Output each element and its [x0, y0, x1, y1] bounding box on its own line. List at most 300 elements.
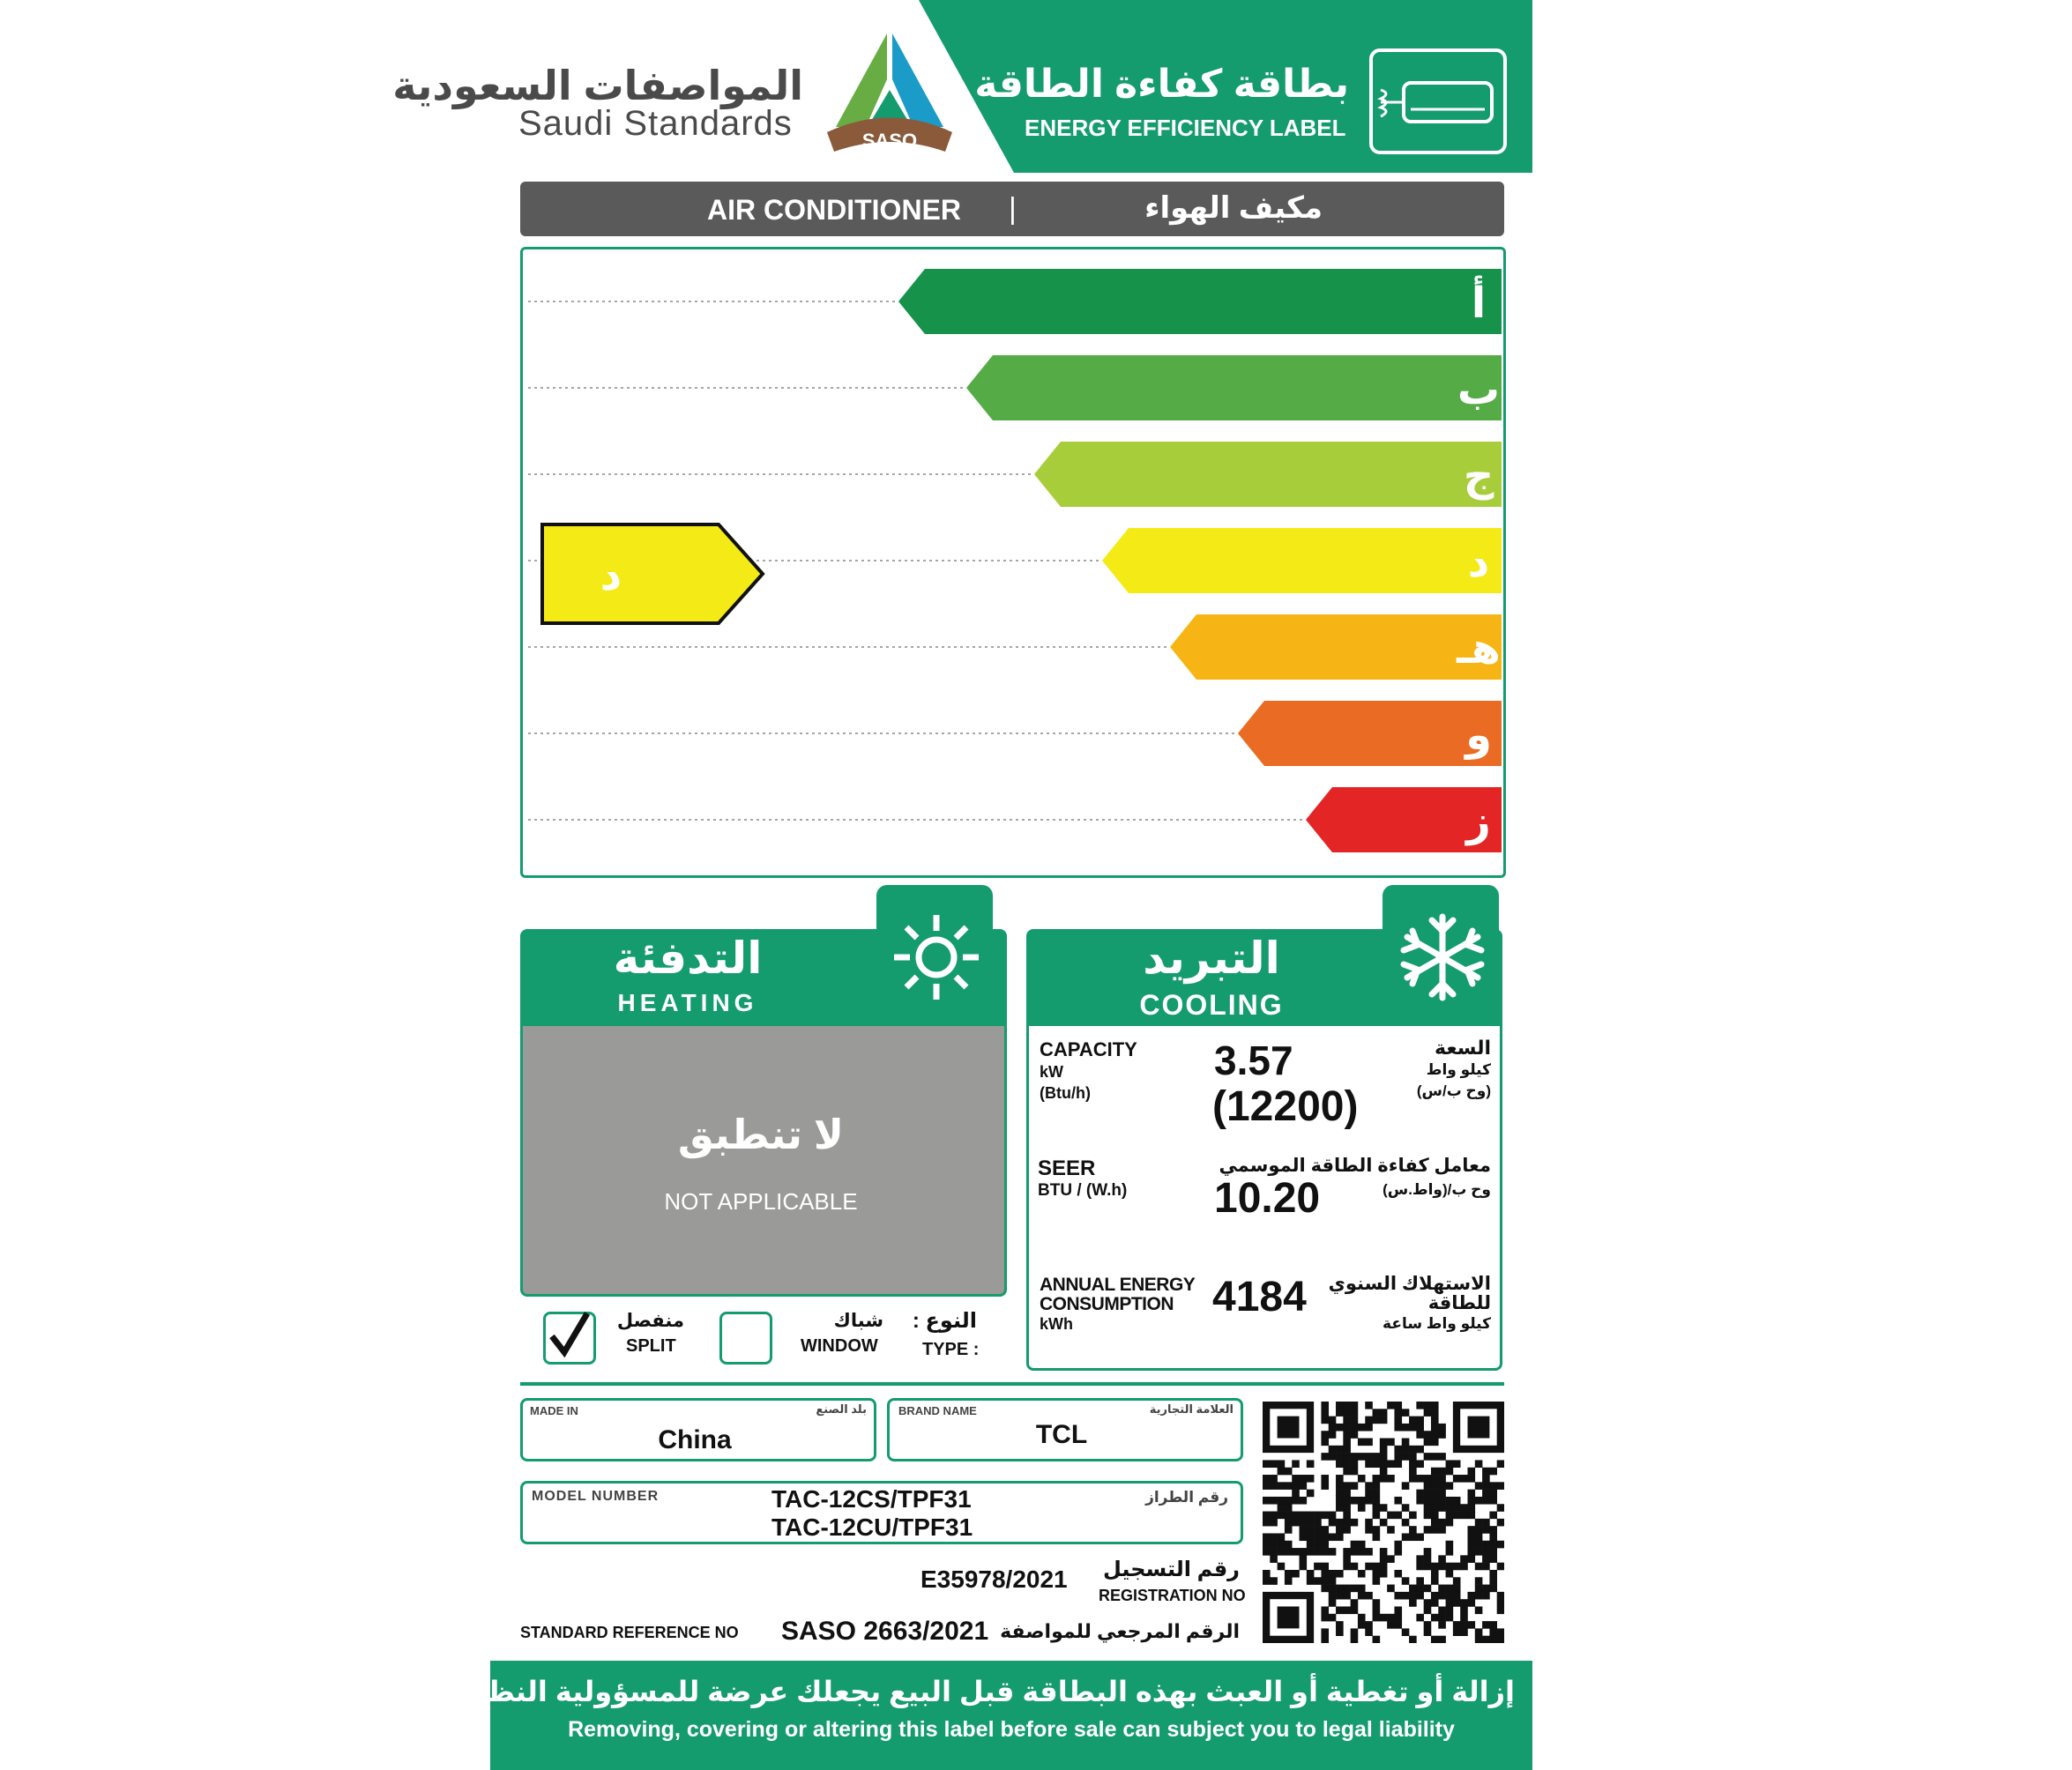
- qr-module: [1482, 1526, 1490, 1534]
- qr-module: [1416, 1424, 1424, 1432]
- seer-label-arabic: معامل كفاءة الطاقة الموسمي: [1219, 1156, 1491, 1176]
- qr-module: [1343, 1519, 1351, 1527]
- seer-value: 10.20: [1214, 1175, 1321, 1222]
- qr-module: [1321, 1533, 1329, 1541]
- qr-module: [1292, 1490, 1300, 1498]
- model-number-value-2: TAC-12CU/TPF31: [771, 1513, 973, 1541]
- qr-module: [1431, 1497, 1439, 1505]
- qr-module: [1358, 1548, 1366, 1556]
- qr-module: [1387, 1439, 1395, 1446]
- qr-module: [1416, 1592, 1424, 1600]
- qr-module: [1351, 1453, 1359, 1461]
- qr-module: [1380, 1468, 1388, 1476]
- qr-module: [1358, 1453, 1366, 1461]
- qr-module: [1329, 1614, 1337, 1622]
- qr-module: [1300, 1482, 1308, 1490]
- type-label-arabic: النوع :: [912, 1309, 977, 1333]
- qr-module: [1329, 1570, 1337, 1578]
- qr-module: [1424, 1402, 1432, 1409]
- window-label-arabic: شباك: [833, 1311, 883, 1331]
- qr-module: [1358, 1475, 1366, 1483]
- not-applicable-english: NOT APPLICABLE: [664, 1188, 858, 1215]
- qr-module: [1263, 1482, 1271, 1490]
- qr-module: [1336, 1446, 1344, 1454]
- qr-module: [1292, 1460, 1300, 1468]
- qr-module: [1329, 1446, 1337, 1454]
- qr-module: [1446, 1541, 1454, 1549]
- qr-module: [1329, 1548, 1337, 1556]
- saso-logo: [824, 28, 956, 159]
- saso-logo-text: SASO: [861, 130, 918, 152]
- qr-module: [1278, 1468, 1286, 1476]
- qr-module: [1373, 1606, 1381, 1614]
- qr-module: [1380, 1409, 1388, 1417]
- qr-module: [1431, 1526, 1439, 1534]
- qr-module: [1424, 1482, 1432, 1490]
- qr-module: [1467, 1497, 1475, 1505]
- capacity-unit-kw: kW: [1040, 1063, 1063, 1081]
- qr-module: [1321, 1453, 1329, 1461]
- type-label-english: TYPE :: [922, 1340, 980, 1359]
- made-in-box: [520, 1398, 876, 1461]
- qr-module: [1387, 1460, 1395, 1468]
- qr-module: [1424, 1453, 1432, 1461]
- qr-module: [1409, 1424, 1417, 1432]
- qr-module: [1482, 1482, 1490, 1490]
- qr-module: [1416, 1614, 1424, 1622]
- qr-finder-pattern: [1467, 1417, 1489, 1439]
- qr-module: [1394, 1570, 1402, 1578]
- qr-module: [1438, 1519, 1446, 1527]
- qr-module: [1394, 1541, 1402, 1549]
- qr-module: [1438, 1490, 1446, 1498]
- qr-module: [1424, 1585, 1432, 1593]
- qr-module: [1416, 1417, 1424, 1424]
- qr-module: [1416, 1577, 1424, 1585]
- qr-module: [1467, 1512, 1475, 1520]
- qr-module: [1321, 1541, 1329, 1549]
- qr-module: [1358, 1439, 1366, 1446]
- qr-module: [1394, 1453, 1402, 1461]
- qr-module: [1424, 1555, 1432, 1563]
- qr-module: [1416, 1533, 1424, 1541]
- annual-consumption-unit-english: kWh: [1040, 1315, 1073, 1333]
- qr-module: [1424, 1621, 1432, 1629]
- qr-module: [1307, 1577, 1315, 1585]
- qr-module: [1336, 1606, 1344, 1614]
- qr-module: [1351, 1599, 1359, 1607]
- qr-module: [1343, 1504, 1351, 1512]
- registration-number-value: E35978/2021: [920, 1565, 1068, 1593]
- qr-module: [1475, 1563, 1483, 1571]
- qr-module: [1482, 1636, 1490, 1643]
- qr-module: [1270, 1512, 1278, 1520]
- energy-class-arrow: [1170, 614, 1502, 680]
- energy-class-arrow: [898, 269, 1502, 334]
- capacity-unit-arabic-kw: كيلو واط: [1426, 1061, 1491, 1078]
- qr-module: [1482, 1555, 1490, 1563]
- qr-module: [1431, 1512, 1439, 1520]
- product-bar-separator: |: [1009, 192, 1017, 226]
- qr-module: [1497, 1599, 1504, 1607]
- annual-consumption-label-english-1: ANNUAL ENERGY: [1040, 1275, 1196, 1295]
- qr-module: [1424, 1431, 1432, 1439]
- qr-module: [1387, 1621, 1395, 1629]
- qr-module: [1446, 1482, 1454, 1490]
- qr-module: [1292, 1482, 1300, 1490]
- qr-module: [1402, 1504, 1410, 1512]
- qr-module: [1365, 1460, 1373, 1468]
- brand-name-label-english: BRAND NAME: [898, 1404, 977, 1417]
- registration-label-arabic: رقم التسجيل: [1103, 1558, 1240, 1581]
- qr-module: [1321, 1431, 1329, 1439]
- qr-module: [1438, 1424, 1446, 1432]
- qr-module: [1409, 1453, 1417, 1461]
- qr-module: [1358, 1614, 1366, 1622]
- qr-module: [1460, 1555, 1468, 1563]
- qr-module: [1431, 1409, 1439, 1417]
- qr-module: [1489, 1585, 1497, 1593]
- qr-module: [1438, 1482, 1446, 1490]
- qr-module: [1387, 1555, 1395, 1563]
- heating-title-english: HEATING: [617, 989, 758, 1016]
- qr-module: [1351, 1497, 1359, 1505]
- qr-module: [1453, 1577, 1461, 1585]
- qr-module: [1358, 1497, 1366, 1505]
- qr-module: [1307, 1460, 1315, 1468]
- qr-module: [1394, 1402, 1402, 1409]
- qr-module: [1489, 1636, 1497, 1643]
- qr-module: [1446, 1599, 1454, 1607]
- model-number-box: [520, 1481, 1243, 1544]
- qr-module: [1424, 1512, 1432, 1520]
- qr-module: [1351, 1468, 1359, 1476]
- qr-module: [1365, 1563, 1373, 1571]
- label-title-arabic: بطاقة كفاءة الطاقة: [974, 63, 1349, 106]
- qr-module: [1343, 1555, 1351, 1563]
- qr-module: [1365, 1497, 1373, 1505]
- qr-module: [1358, 1424, 1366, 1432]
- qr-module: [1285, 1526, 1293, 1534]
- cooling-panel: [1026, 885, 1506, 1375]
- qr-module: [1329, 1512, 1337, 1520]
- qr-module: [1365, 1621, 1373, 1629]
- qr-module: [1285, 1482, 1293, 1490]
- qr-module: [1365, 1592, 1373, 1600]
- qr-module: [1453, 1592, 1461, 1600]
- seer-unit-english: BTU / (W.h): [1038, 1181, 1128, 1200]
- energy-class-letter: و: [1465, 710, 1492, 760]
- qr-module: [1380, 1460, 1388, 1468]
- model-number-label-english: MODEL NUMBER: [532, 1489, 660, 1504]
- qr-module: [1329, 1585, 1337, 1593]
- qr-module: [1497, 1606, 1504, 1614]
- qr-module: [1365, 1424, 1373, 1432]
- qr-module: [1409, 1468, 1417, 1476]
- qr-module: [1467, 1468, 1475, 1476]
- qr-module: [1292, 1570, 1300, 1578]
- qr-module: [1431, 1570, 1439, 1578]
- qr-module: [1263, 1460, 1271, 1468]
- qr-module: [1321, 1548, 1329, 1556]
- qr-module: [1380, 1555, 1388, 1563]
- qr-module: [1446, 1497, 1454, 1505]
- qr-module: [1373, 1482, 1381, 1490]
- qr-module: [1300, 1533, 1308, 1541]
- qr-module: [1475, 1606, 1483, 1614]
- qr-module: [1321, 1526, 1329, 1534]
- qr-module: [1489, 1570, 1497, 1578]
- qr-module: [1467, 1504, 1475, 1512]
- qr-module: [1358, 1504, 1366, 1512]
- qr-module: [1292, 1548, 1300, 1556]
- qr-module: [1314, 1533, 1322, 1541]
- rating-indicator-arrow: [542, 524, 763, 623]
- qr-module: [1321, 1402, 1329, 1409]
- qr-module: [1373, 1636, 1381, 1643]
- qr-module: [1278, 1512, 1286, 1520]
- qr-module: [1460, 1563, 1468, 1571]
- cooling-values-panel: [1026, 1026, 1502, 1371]
- qr-module: [1336, 1504, 1344, 1512]
- qr-module: [1467, 1526, 1475, 1534]
- qr-module: [1424, 1526, 1432, 1534]
- qr-module: [1460, 1606, 1468, 1614]
- qr-module: [1482, 1497, 1490, 1505]
- qr-module: [1489, 1548, 1497, 1556]
- energy-class-letter: هـ: [1457, 624, 1501, 673]
- qr-module: [1278, 1563, 1286, 1571]
- qr-module: [1482, 1592, 1490, 1600]
- qr-module: [1343, 1606, 1351, 1614]
- qr-module: [1416, 1555, 1424, 1563]
- qr-module: [1467, 1621, 1475, 1629]
- qr-module: [1416, 1475, 1424, 1483]
- qr-module: [1475, 1460, 1483, 1468]
- qr-module: [1453, 1512, 1461, 1520]
- qr-module: [1351, 1585, 1359, 1593]
- snowflake-icon: [1397, 911, 1488, 1003]
- qr-module: [1424, 1599, 1432, 1607]
- qr-module: [1475, 1628, 1483, 1636]
- qr-module: [1446, 1468, 1454, 1476]
- qr-module: [1380, 1504, 1388, 1512]
- qr-module: [1475, 1585, 1483, 1593]
- qr-module: [1329, 1417, 1337, 1424]
- qr-module: [1460, 1599, 1468, 1607]
- qr-module: [1394, 1446, 1402, 1454]
- qr-module: [1329, 1424, 1337, 1432]
- qr-module: [1438, 1475, 1446, 1483]
- qr-module: [1467, 1555, 1475, 1563]
- qr-module: [1424, 1439, 1432, 1446]
- qr-module: [1365, 1490, 1373, 1498]
- energy-class-letter: د: [1467, 538, 1490, 587]
- qr-module: [1321, 1475, 1329, 1483]
- qr-module: [1373, 1460, 1381, 1468]
- qr-module: [1343, 1402, 1351, 1409]
- qr-module: [1365, 1417, 1373, 1424]
- qr-module: [1314, 1563, 1322, 1571]
- qr-module: [1497, 1592, 1504, 1600]
- qr-module: [1314, 1548, 1322, 1556]
- qr-module: [1409, 1417, 1417, 1424]
- qr-module: [1373, 1577, 1381, 1585]
- qr-module: [1431, 1482, 1439, 1490]
- qr-module: [1438, 1453, 1446, 1461]
- qr-module: [1489, 1621, 1497, 1629]
- qr-module: [1409, 1599, 1417, 1607]
- qr-module: [1453, 1628, 1461, 1636]
- qr-module: [1343, 1417, 1351, 1424]
- capacity-unit-arabic-btu: (وح ب/س): [1416, 1082, 1491, 1099]
- made-in-value: China: [658, 1425, 732, 1454]
- energy-class-arrow: [1102, 528, 1502, 593]
- qr-module: [1438, 1621, 1446, 1629]
- capacity-label-english: CAPACITY: [1040, 1038, 1137, 1060]
- qr-module: [1351, 1563, 1359, 1571]
- qr-module: [1497, 1563, 1504, 1571]
- details-separator: [520, 1382, 1504, 1386]
- qr-module: [1424, 1606, 1432, 1614]
- qr-module: [1431, 1475, 1439, 1483]
- qr-module: [1409, 1526, 1417, 1534]
- qr-module: [1321, 1577, 1329, 1585]
- qr-module: [1365, 1628, 1373, 1636]
- qr-module: [1343, 1460, 1351, 1468]
- qr-module: [1467, 1475, 1475, 1483]
- qr-module: [1321, 1482, 1329, 1490]
- qr-module: [1373, 1409, 1381, 1417]
- qr-module: [1358, 1570, 1366, 1578]
- header: [392, 0, 1532, 173]
- qr-module: [1321, 1439, 1329, 1446]
- qr-module: [1278, 1482, 1286, 1490]
- qr-module: [1329, 1453, 1337, 1461]
- qr-module: [1343, 1468, 1351, 1476]
- qr-module: [1497, 1541, 1504, 1549]
- qr-module: [1336, 1519, 1344, 1527]
- qr-module: [1446, 1563, 1454, 1571]
- qr-module: [1402, 1519, 1410, 1527]
- qr-module: [1402, 1439, 1410, 1446]
- heating-panel: [520, 885, 1010, 1299]
- window-label-english: WINDOW: [801, 1336, 878, 1356]
- qr-module: [1321, 1636, 1329, 1643]
- qr-module: [1343, 1409, 1351, 1417]
- product-bar: [520, 182, 1504, 236]
- qr-module: [1402, 1533, 1410, 1541]
- qr-module: [1307, 1548, 1315, 1556]
- qr-module: [1387, 1512, 1395, 1520]
- qr-module: [1380, 1563, 1388, 1571]
- qr-module: [1270, 1482, 1278, 1490]
- qr-module: [1278, 1533, 1286, 1541]
- qr-module: [1365, 1548, 1373, 1556]
- qr-module: [1402, 1453, 1410, 1461]
- brand-name-box: [887, 1398, 1243, 1461]
- qr-module: [1300, 1497, 1308, 1505]
- qr-module: [1489, 1468, 1497, 1476]
- qr-module: [1307, 1490, 1315, 1498]
- qr-module: [1343, 1446, 1351, 1454]
- qr-module: [1380, 1417, 1388, 1424]
- qr-module: [1365, 1402, 1373, 1409]
- qr-module: [1380, 1548, 1388, 1556]
- qr-module: [1475, 1548, 1483, 1556]
- qr-module: [1351, 1417, 1359, 1424]
- qr-module: [1365, 1482, 1373, 1490]
- qr-module: [1351, 1548, 1359, 1556]
- qr-module: [1482, 1548, 1490, 1556]
- qr-module: [1263, 1475, 1271, 1483]
- qr-module: [1285, 1541, 1293, 1549]
- qr-module: [1336, 1570, 1344, 1578]
- qr-module: [1321, 1606, 1329, 1614]
- window-checkbox[interactable]: [719, 1312, 772, 1365]
- qr-module: [1482, 1519, 1490, 1527]
- qr-module: [1416, 1585, 1424, 1593]
- qr-module: [1482, 1585, 1490, 1593]
- qr-module: [1329, 1577, 1337, 1585]
- qr-module: [1475, 1541, 1483, 1549]
- air-conditioner-unit-icon: [1368, 48, 1508, 155]
- qr-module: [1373, 1570, 1381, 1578]
- qr-module: [1416, 1446, 1424, 1454]
- qr-module: [1438, 1585, 1446, 1593]
- product-name-english: AIR CONDITIONER: [707, 194, 961, 226]
- qr-module: [1460, 1628, 1468, 1636]
- qr-module: [1373, 1533, 1381, 1541]
- qr-module: [1300, 1475, 1308, 1483]
- qr-module: [1343, 1431, 1351, 1439]
- qr-module: [1373, 1453, 1381, 1461]
- qr-module: [1343, 1497, 1351, 1505]
- qr-module: [1446, 1614, 1454, 1622]
- qr-module: [1285, 1468, 1293, 1476]
- qr-module: [1343, 1439, 1351, 1446]
- qr-module: [1489, 1497, 1497, 1505]
- qr-module: [1336, 1592, 1344, 1600]
- qr-module: [1431, 1577, 1439, 1585]
- qr-module: [1489, 1482, 1497, 1490]
- qr-module: [1409, 1585, 1417, 1593]
- qr-module: [1453, 1599, 1461, 1607]
- qr-module: [1482, 1490, 1490, 1498]
- qr-module: [1431, 1519, 1439, 1527]
- energy-scale-chart: [523, 249, 1503, 875]
- qr-finder-pattern: [1278, 1417, 1300, 1439]
- qr-module: [1416, 1460, 1424, 1468]
- qr-module: [1497, 1636, 1504, 1643]
- qr-module: [1321, 1409, 1329, 1417]
- qr-module: [1351, 1460, 1359, 1468]
- qr-module: [1453, 1585, 1461, 1593]
- qr-module: [1300, 1526, 1308, 1534]
- energy-class-letter: ز: [1466, 797, 1491, 846]
- energy-class-arrow: [1238, 701, 1502, 766]
- qr-module: [1358, 1621, 1366, 1629]
- qr-module: [1497, 1628, 1504, 1636]
- qr-module: [1497, 1460, 1504, 1468]
- qr-module: [1453, 1460, 1461, 1468]
- qr-module: [1431, 1417, 1439, 1424]
- qr-module: [1270, 1475, 1278, 1483]
- qr-module: [1300, 1519, 1308, 1527]
- qr-module: [1285, 1570, 1293, 1578]
- qr-module: [1394, 1460, 1402, 1468]
- qr-module: [1467, 1541, 1475, 1549]
